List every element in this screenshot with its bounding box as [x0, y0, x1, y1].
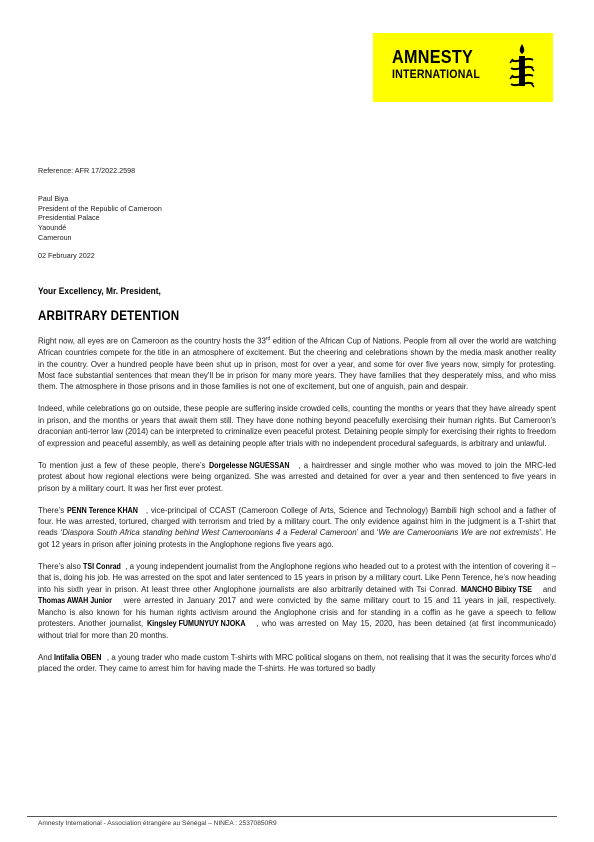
detainee-name: TSI Conrad: [83, 561, 122, 571]
letter-heading: ARBITRARY DETENTION: [38, 308, 180, 323]
recipient-country: Cameroun: [38, 232, 72, 242]
detainee-name: Intifalia OBEN: [54, 652, 102, 662]
p6-text-a: And: [38, 652, 55, 662]
p1-text-a: Right now, all eyes are on Cameroon as the country hosts the 33: [38, 336, 266, 346]
p4-text-d: ’. He got 12 years in prison after joining protests in the Anglophone regions five years ago.: [38, 528, 557, 549]
paragraph-5: [38, 561, 556, 641]
p1-superscript: rd: [265, 336, 271, 342]
tshirt-quote-2: We are Cameroonians We are not extremists: [378, 528, 540, 538]
letter-body: [38, 334, 556, 685]
p5-text-b: , a young independent journalist from the Anglophone regions who headed out to a protest with the intention of covering it – that is, doing his job. He was arrested on the spot and later sentenced to 15 years in prison by a military court. Like Penn Terence, he’s now heading into his sixth year in prison. At least three other Anglophone journalists are also arbitrarily detained with Tsi Conrad.: [38, 561, 556, 594]
paragraph-1: [38, 334, 556, 393]
p4-text-a: There’s: [38, 505, 68, 515]
recipient-title: President of the Republic of Cameroon: [38, 203, 162, 213]
logo-line-1: AMNESTY: [392, 47, 474, 67]
recipient-palace: Presidential Palace: [38, 213, 100, 223]
tshirt-quote-1: Diaspora South Africa standing behind West Cameroonians 4 a Federal Cameroon: [62, 528, 357, 538]
p4-text-b: , vice-principal of CCAST (Cameroon College of Arts, Science and Technology) Bambili high school and a father of four. He was arrested, tortured, charged with terrorism and tried by a military court. The only evidence against him in the judgment is a T-shirt that reads ‘: [38, 505, 556, 538]
p4-text-c: ’ and ‘: [356, 528, 379, 538]
detainee-name: Kingsley FUMUNYUY NJOKA: [146, 619, 246, 629]
detainee-name: PENN Terence KHAN: [67, 505, 138, 515]
salutation: Your Excellency, Mr. President,: [38, 286, 161, 297]
logo-line-2: INTERNATIONAL: [392, 69, 481, 81]
p5-text-d: were arrested in January 2017 and were convicted by the same military court to 15 and 11 years in jail, respectively. Mancho is also known for his human rights activism around the Anglophone crisis and for standing in a coffin as he gave a speech to fellow protesters. Another journalist,: [38, 596, 556, 629]
footer-text: Amnesty International - Association étrangère au Sénégal – NINEA : 25370850R9: [38, 820, 277, 827]
reference-line: Reference: AFR 17/2022.2598: [38, 166, 136, 175]
candle-barbed-wire-icon: [508, 42, 536, 94]
paragraph-3: [38, 460, 556, 494]
p3-text-a: To mention just a few of these people, there’s: [38, 460, 209, 470]
p6-text-b: , a young trader who made custom T-shirts with MRC political slogans on them, not realising that it was the security forces who’d placed the order. They came to arrest him for having made the T-shirts. He was tortured so badly: [38, 652, 556, 673]
paragraph-4: [38, 505, 556, 551]
p5-text-c: and: [539, 584, 557, 594]
recipient-address: [38, 194, 162, 243]
p5-text-a: There’s also: [38, 561, 84, 571]
footer-divider: [27, 816, 557, 817]
p1-text-b: edition of the African Cup of Nations. People from all over the world are watching African countries compete for the title in an atmosphere of excitement. But the cheering and celebrations shown by the media mask another reality in the country. Over a hundred people have been shut up in prison, most for over a year, and some for over five years now, simply for protesting. Most face substantial sentences that mean they’ll be in prison for many more years. They have families that they desperately miss, and who miss them. The atmosphere in those prisons and in those families is not one of excitement, but one of anguish, pain and despair.: [38, 336, 556, 392]
recipient-name: Paul Biya: [38, 194, 69, 203]
recipient-city: Yaoundé: [38, 223, 67, 233]
paragraph-6: [38, 652, 556, 675]
detainee-name: Thomas AWAH Junior: [38, 596, 112, 606]
p5-text-e: , who was arrested on May 15, 2020, has been detained (at first incommunicado) without trial for more than 20 months.: [38, 619, 557, 640]
logo-wordmark: [392, 48, 488, 82]
amnesty-logo: [373, 33, 553, 102]
paragraph-2: Indeed, while celebrations go on outside, these people are suffering inside crowded cells, counting the months or years that they have already spent in prison, and the months or years that await them still. They have done nothing beyond peacefully exercising their human rights. But Cameroon’s draconian anti-terror law (2014) can be interpreted to criminalize even peaceful protest. Detaining people simply for exercising their rights to freedom of expression and peaceful assembly, as well as detaining people after trials with no independent procedural safeguards, is arbitrary and unlawful.: [38, 404, 556, 448]
detainee-name: MANCHO Bibixy TSE: [460, 584, 532, 594]
letter-date: 02 February 2022: [38, 251, 95, 260]
p3-text-b: , a hairdresser and single mother who was moved to join the MRC-led protest about how regional elections were being organized. She was arrested and detained for over a year and then sentenced to five years in prison by a military court. It was her first ever protest.: [38, 460, 556, 493]
detainee-name: Dorgelesse NGUESSAN: [208, 460, 290, 470]
